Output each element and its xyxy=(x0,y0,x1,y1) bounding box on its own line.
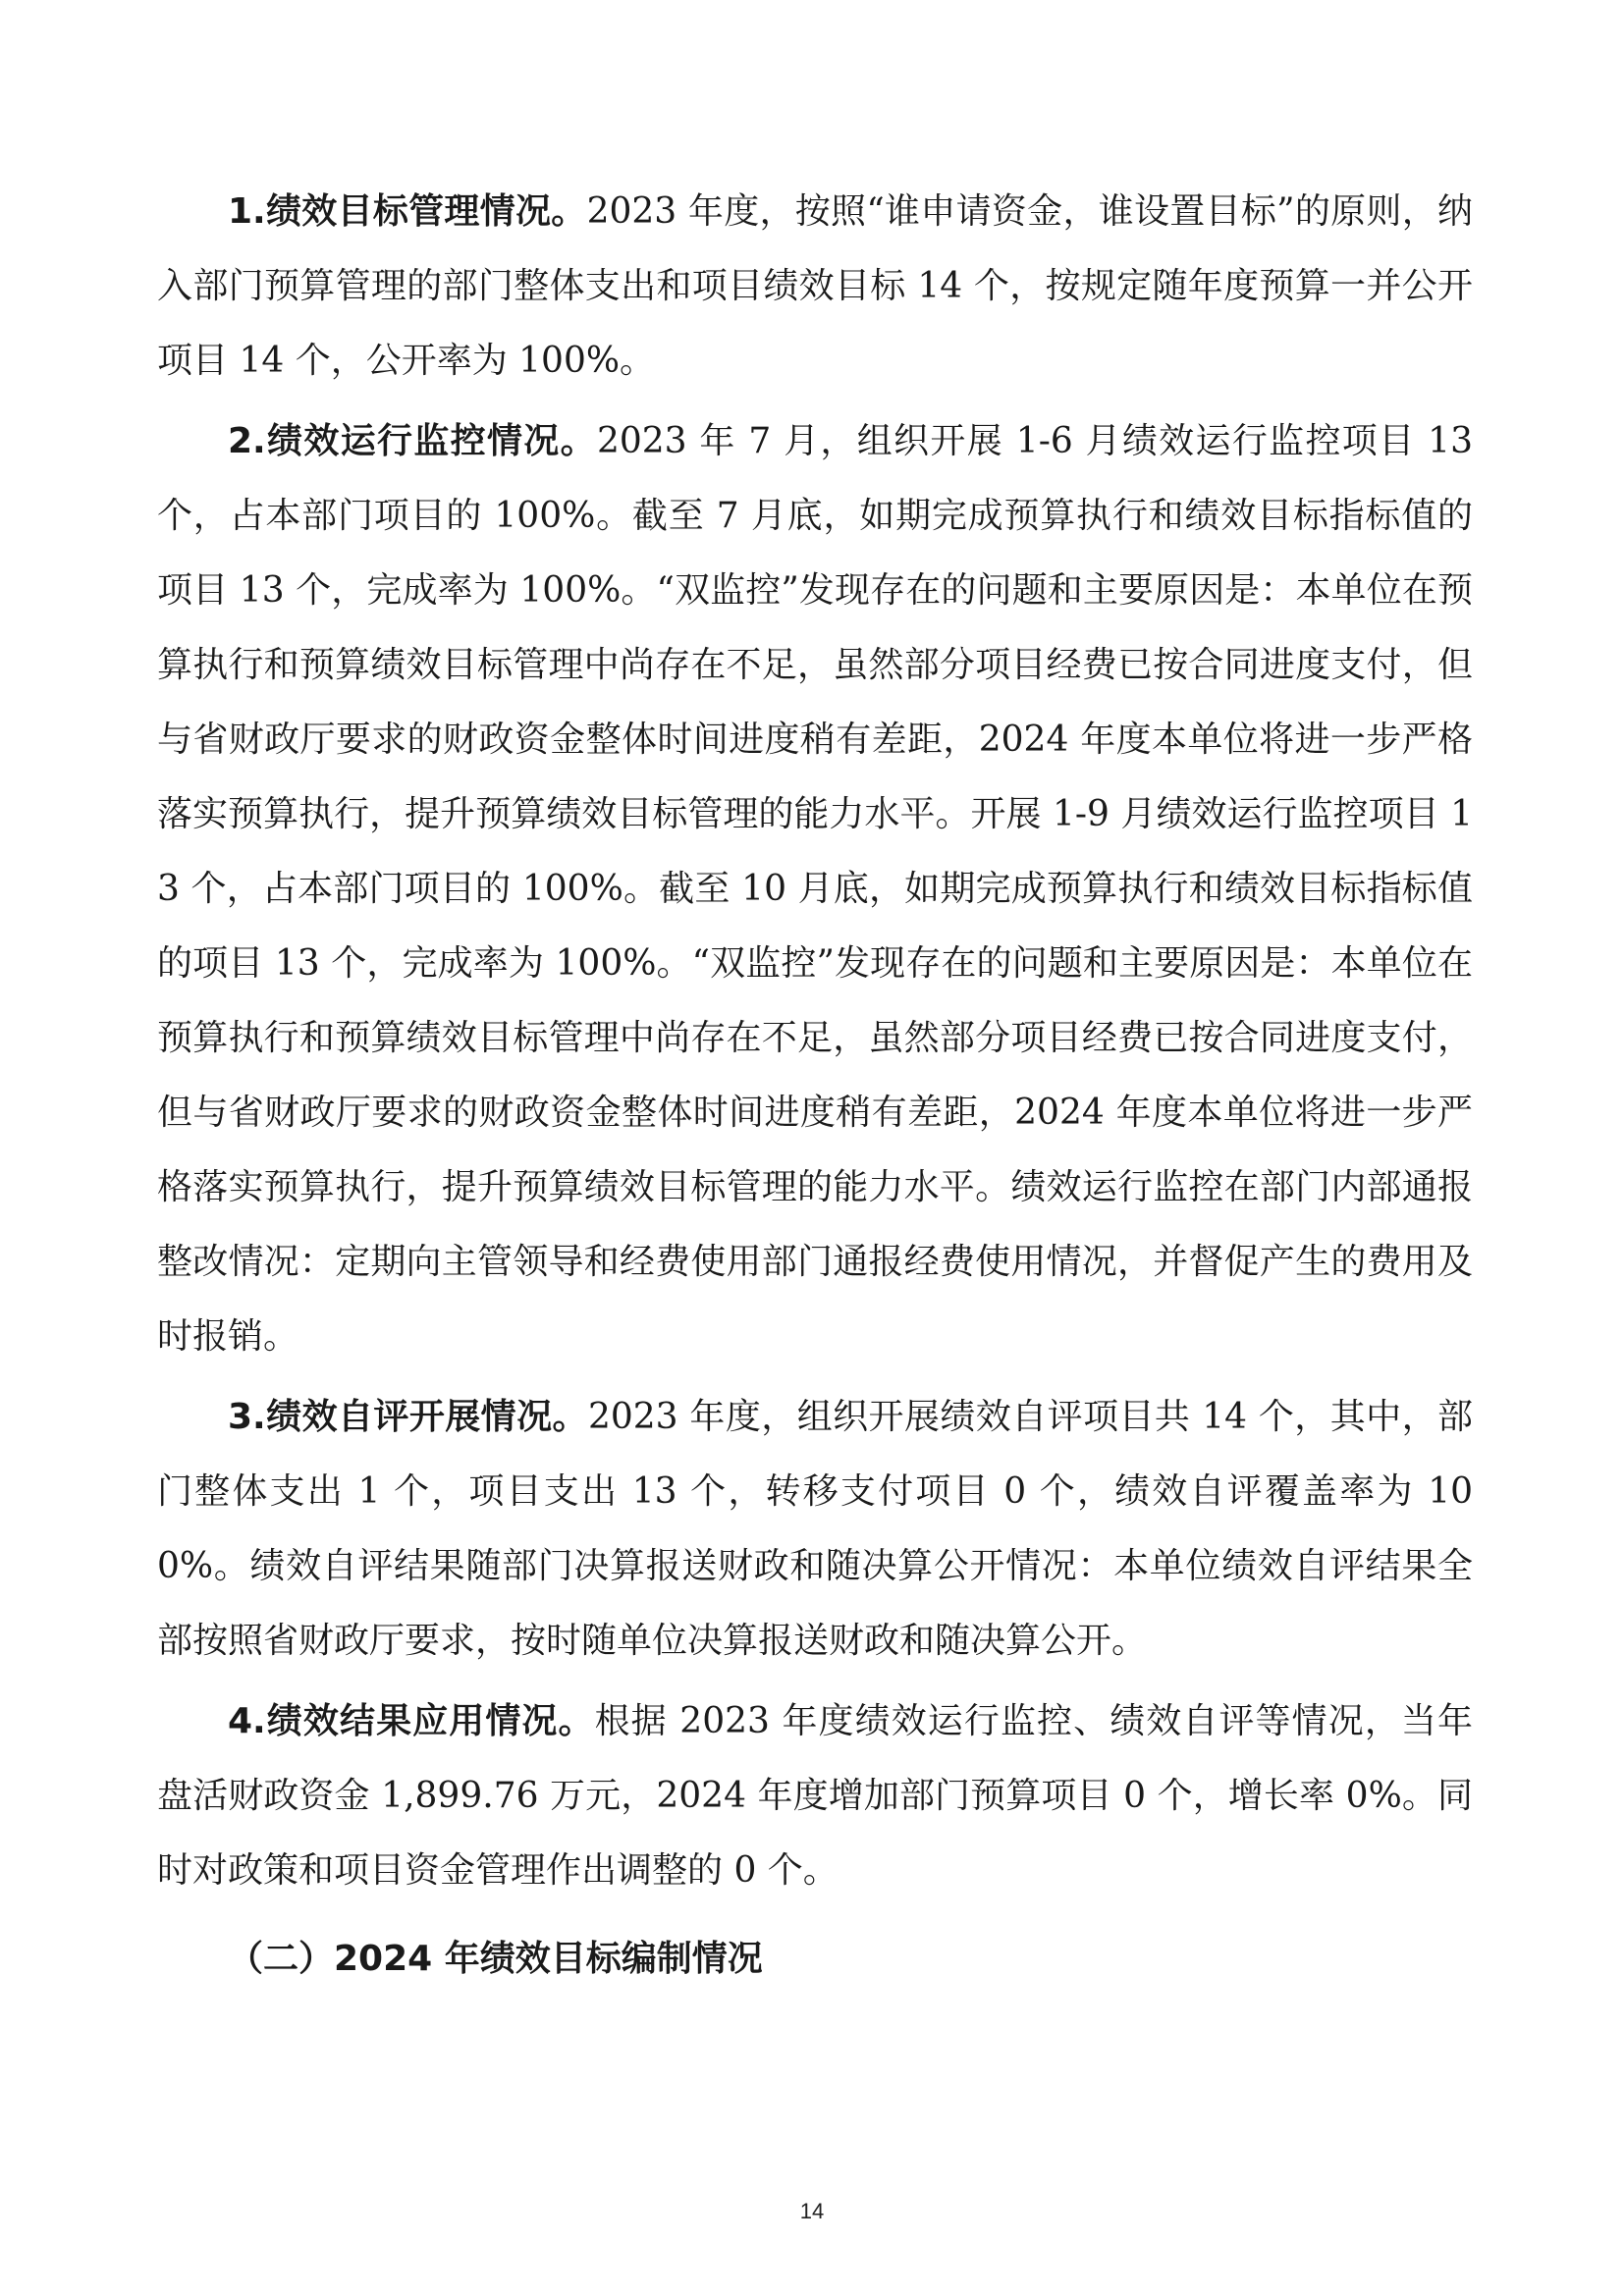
document-body xyxy=(157,175,1473,1997)
paragraph-lead: 4.绩效结果应用情况。 xyxy=(228,1701,595,1741)
paragraph-text: 2023 年 7 月，组织开展 1-6 月绩效运行监控项目 13 个，占本部门项目的 100%。截至 7 月底，如期完成预算执行和绩效目标指标值的项目 13 个，完成率为 100%。“双监控”发现存在的问题和主要原因是：本单位在预算执行和预算绩效目标管理中尚存在不足，虽然部分项目经费已按合同进度支付，但与省财政厅要求的财政资金整体时间进度稍有差距，2024 年度本单位将进一步严格落实预算执行，提升预算绩效目标管理的能力水平。开展 1-9 月绩效运行监控项目 13 个，占本部门项目的 100%。截至 10 月底，如期完成预算执行和绩效目标指标值的项目 13 个，完成率为 100%。“双监控”发现存在的问题和主要原因是：本单位在预算执行和预算绩效目标管理中尚存在不足，虽然部分项目经费已按合同进度支付，但与省财政厅要求的财政资金整体时间进度稍有差距，2024 年度本单位将进一步严格落实预算执行，提升预算绩效目标管理的能力水平。绩效运行监控在部门内部通报整改情况：定期向主管领导和经费使用部门通报经费使用情况，并督促产生的费用及时报销。 xyxy=(157,421,1473,1357)
page-number: 14 xyxy=(799,2199,825,2223)
paragraph-lead: 3.绩效自评开展情况。 xyxy=(228,1397,588,1437)
paragraph-result-application xyxy=(157,1684,1473,1908)
section-heading: （二）2024 年绩效目标编制情况 xyxy=(228,1939,763,1979)
paragraph-operation-monitoring xyxy=(157,404,1473,1374)
paragraph-text: 2023 年度，组织开展绩效自评项目共 14 个，其中，部门整体支出 1 个，项目支出 13 个，转移支付项目 0 个，绩效自评覆盖率为 100%。绩效自评结果随部门决算报送财政和随决算公开情况：本单位绩效自评结果全部按照省财政厅要求，按时随单位决算报送财政和随决算公开。 xyxy=(157,1397,1473,1661)
paragraph-lead: 2.绩效运行监控情况。 xyxy=(228,421,597,461)
paragraph-self-evaluation xyxy=(157,1380,1473,1679)
paragraph-lead: 1.绩效目标管理情况。 xyxy=(228,191,587,232)
paragraph-text: 根据 2023 年度绩效运行监控、绩效自评等情况，当年盘活财政资金 1,899.76 万元，2024 年度增加部门预算项目 0 个，增长率 0%。同时对政策和项目资金管理作出调整的 0 个。 xyxy=(157,1701,1473,1891)
paragraph-text: 2023 年度，按照“谁申请资金，谁设置目标”的原则，纳入部门预算管理的部门整体支出和项目绩效目标 14 个，按规定随年度预算一并公开项目 14 个，公开率为 100%。 xyxy=(157,191,1473,381)
paragraph-target-management xyxy=(157,175,1473,399)
